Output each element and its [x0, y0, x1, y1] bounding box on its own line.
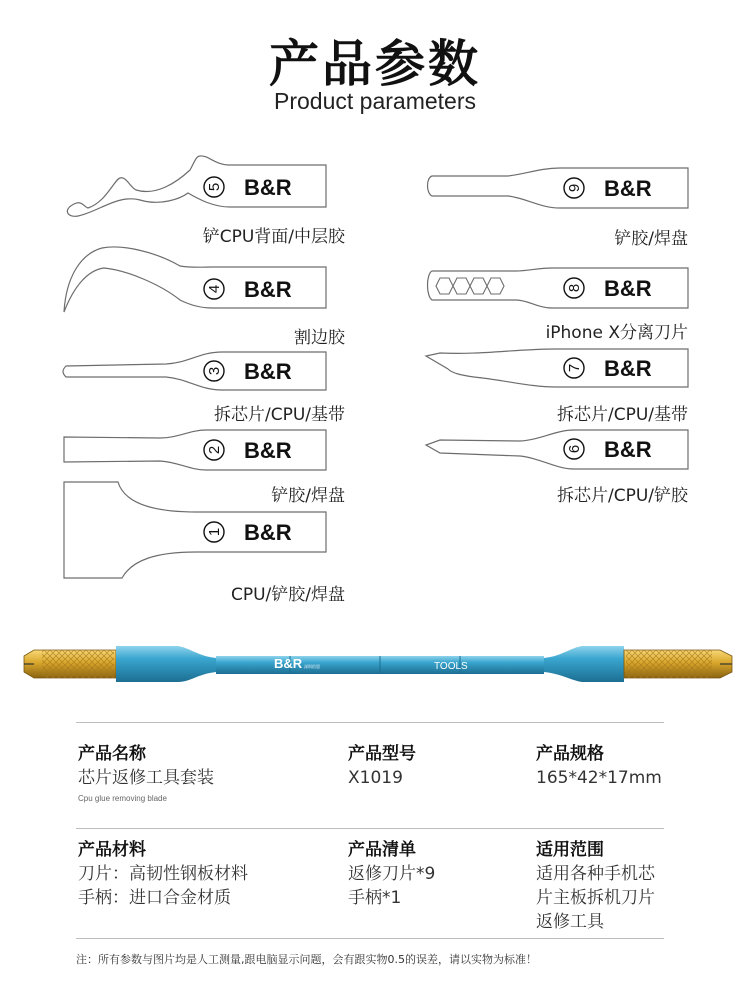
handle-brand: B&R [274, 656, 303, 671]
blade-number: 5 [206, 182, 223, 192]
handle-tools-label: TOOLS [434, 661, 468, 672]
spec-value: 片主板拆机刀片 [536, 888, 655, 908]
spec-model [348, 742, 416, 790]
spec-value: 芯片返修工具套装 [78, 768, 214, 788]
spec-value: 返修刀片*9 [348, 864, 436, 884]
spec-value: 刀片：高韧性钢板材料 [78, 864, 248, 884]
spec-value: 手柄*1 [348, 888, 402, 908]
spec-value: 165*42*17mm [536, 768, 662, 788]
blade-brand: B&R [244, 359, 292, 384]
blade-1-label: CPU/铲胶/焊盘 [230, 585, 345, 605]
blade-brand: B&R [244, 277, 292, 302]
handle-brand-sub: 深圳倍恩 [304, 664, 320, 669]
blade-number: 4 [206, 284, 223, 294]
blade-brand: B&R [244, 520, 292, 545]
hex-hole-icon [453, 278, 470, 294]
blade-2-label: 铲胶/焊盘 [271, 486, 345, 506]
page-subtitle: Product parameters [274, 88, 476, 114]
blade-brand: B&R [244, 175, 292, 200]
divider [76, 722, 664, 723]
blade-brand: B&R [604, 356, 652, 381]
spec-material [78, 838, 248, 910]
tool-handle [20, 632, 740, 692]
spec-value: 返修工具 [536, 912, 604, 932]
spec-title: 产品名称 [78, 744, 146, 764]
blade-number: 2 [206, 445, 223, 455]
blade-5-label: 铲CPU背面/中层胶 [202, 227, 345, 247]
spec-scope [536, 838, 655, 934]
blade-7-label: 拆芯片/CPU/基带 [556, 405, 688, 425]
spec-subtext: Cpu glue removing blade [78, 794, 167, 803]
page-title: 产品参数 [269, 35, 481, 93]
blade-brand: B&R [604, 437, 652, 462]
blade-number: 9 [566, 183, 583, 193]
blade-brand: B&R [604, 176, 652, 201]
blade-4-label: 割边胶 [294, 328, 345, 348]
divider [76, 938, 664, 939]
blade-number: 1 [206, 527, 223, 537]
spec-title: 产品材料 [78, 840, 146, 860]
blade-number: 6 [566, 444, 583, 454]
divider [76, 828, 664, 829]
blade-9-label: 铲胶/焊盘 [614, 229, 688, 249]
spec-list [348, 838, 435, 910]
footnote: 注：所有参数与图片均是人工测量,跟电脑显示问题，会有跟实物0.5的误差，请以实物为标准！ [76, 953, 537, 966]
blade-8-label: iPhone X分离刀片 [545, 323, 688, 343]
spec-title: 产品清单 [348, 840, 416, 860]
spec-value: X1019 [348, 768, 403, 788]
spec-title: 产品型号 [348, 744, 416, 764]
blade-number: 3 [206, 366, 223, 376]
spec-value: 手柄：进口合金材质 [78, 888, 231, 908]
hex-hole-icon [487, 278, 504, 294]
spec-title: 产品规格 [536, 744, 604, 764]
hex-hole-icon [436, 278, 453, 294]
hex-hole-icon [470, 278, 487, 294]
spec-size [536, 742, 662, 790]
blade-number: 8 [566, 283, 583, 293]
blade-3-label: 拆芯片/CPU/基带 [213, 405, 345, 425]
blade-number: 7 [566, 363, 583, 373]
blade-6-label: 拆芯片/CPU/铲胶 [556, 486, 688, 506]
spec-value: 适用各种手机芯 [536, 864, 655, 884]
spec-title: 适用范围 [536, 840, 604, 860]
blade-brand: B&R [604, 276, 652, 301]
spec-product-name [78, 742, 214, 803]
blade-brand: B&R [244, 438, 292, 463]
